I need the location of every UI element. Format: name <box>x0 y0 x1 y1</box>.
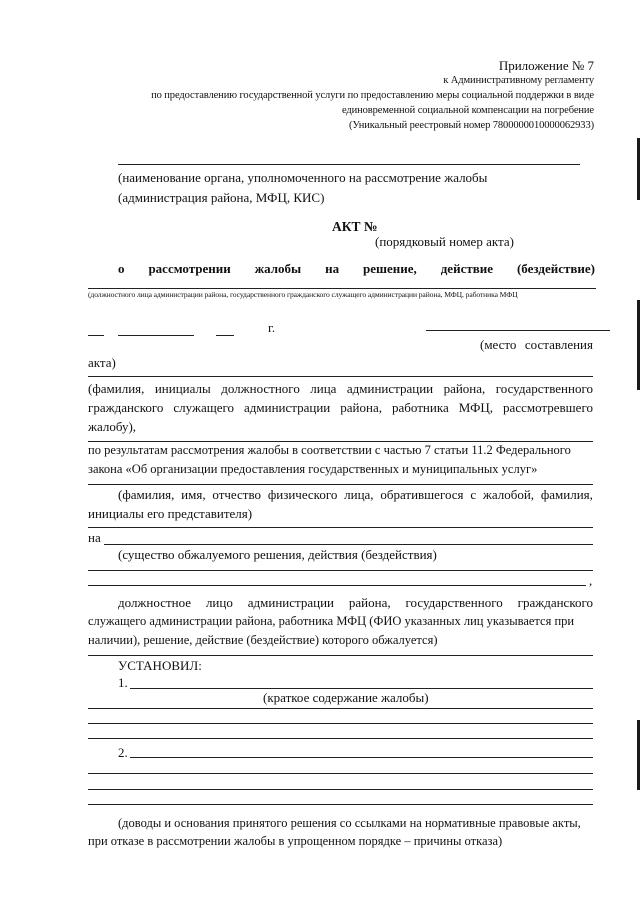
official-fill-line <box>88 655 593 656</box>
hint-word: фамилия, <box>540 487 593 502</box>
text-word: администрации <box>247 595 334 610</box>
subject-word: (бездействие) <box>516 261 595 276</box>
examiner-hint-2 <box>88 400 593 416</box>
hint-word: администрации <box>346 381 434 396</box>
hint-word: физического <box>267 487 338 502</box>
hint-word: лица <box>310 381 337 396</box>
day-fill-line <box>88 335 104 336</box>
year-fill-line <box>216 335 234 336</box>
item-2-line-3 <box>88 789 593 790</box>
appeal-fill-line-1 <box>88 527 593 528</box>
hint-word: имя, <box>181 487 206 502</box>
subject-word: на <box>325 261 340 276</box>
header-service-line: по предоставлению государственной услуги по предоставлению меры социальной поддержки в виде <box>151 90 594 101</box>
hint-word: (фамилия, <box>88 381 145 396</box>
act-subject <box>118 261 595 277</box>
official-text-2: служащего администрации района, работника МФЦ (ФИО указанных лиц указывается при <box>88 614 575 628</box>
hint-word: инициалы <box>154 381 211 396</box>
examiner-fill-line <box>88 376 593 377</box>
text-word: должностное <box>118 595 192 610</box>
hint-word: (фамилия, <box>118 487 175 502</box>
item-1-line-3 <box>88 723 593 724</box>
subject-word: о <box>118 261 125 276</box>
place-hint-word: (место <box>480 337 517 352</box>
hint-word: жалобой, <box>482 487 535 502</box>
hint-word: МФЦ, <box>458 400 494 415</box>
appeal-comma: , <box>589 573 593 588</box>
place-hint <box>480 337 593 353</box>
subject-word: рассмотрении <box>148 261 231 276</box>
month-fill-line <box>118 335 194 336</box>
hint-word: отчество <box>212 487 262 502</box>
hint-word: администрации <box>244 400 331 415</box>
place-hint-tail: акта) <box>88 355 116 370</box>
header-registry-number: (Уникальный реестровый номер 7800000010000062933) <box>348 120 594 131</box>
basis-fill-line <box>88 441 593 442</box>
hint-word: района, <box>340 400 382 415</box>
appeal-prefix: на <box>88 530 101 545</box>
appeal-fill-line-2 <box>104 544 593 545</box>
hint-word: гражданского <box>88 400 164 415</box>
item-2-number: 2. <box>118 745 128 760</box>
examiner-hint-3: жалобу), <box>88 419 137 434</box>
hint-word: работника <box>392 400 449 415</box>
basis-text-1: по результатам рассмотрения жалобы в соответствии с частью 7 статьи 11.2 Федерального <box>88 443 571 457</box>
item-1-fill-line <box>130 688 593 689</box>
item-2-line-4 <box>88 804 593 805</box>
item-2-fill-line <box>130 757 593 758</box>
header-compensation-line: единовременной социальной компенсации на погребение <box>341 105 594 116</box>
text-word: государственного <box>405 595 503 610</box>
header-regulation-line: к Административному регламенту <box>443 75 594 86</box>
city-abbr: г. <box>268 320 276 335</box>
act-number-hint: (порядковый номер акта) <box>375 234 514 249</box>
hint-word: рассмотревшего <box>503 400 593 415</box>
item-1-line-4 <box>88 738 593 739</box>
place-fill-line <box>426 330 610 331</box>
applicant-fill-line <box>88 484 593 485</box>
reasons-hint-1: (доводы и основания принятого решения со ссылками на нормативные правовые акты, <box>118 816 581 830</box>
appeal-hint: (существо обжалуемого решения, действия (бездействия) <box>118 547 437 562</box>
hint-word: с <box>470 487 477 502</box>
hint-word: района, <box>443 381 486 396</box>
place-hint-word: составления <box>524 337 593 352</box>
official-hint: (должностного лица администрации района, государственного гражданского служащего администрации района, МФЦ, работника МФЦ <box>88 290 518 299</box>
item-1-hint: (краткое содержание жалобы) <box>263 690 429 705</box>
text-word: лицо <box>205 595 233 610</box>
appeal-fill-line-3 <box>88 570 593 571</box>
examiner-hint-1 <box>88 381 593 397</box>
subject-word: действие <box>440 261 494 276</box>
applicant-hint-1 <box>118 487 593 503</box>
reasons-hint-2: при отказе в рассмотрении жалобы в упрощенном порядке – причины отказа) <box>88 834 503 848</box>
established-heading: УСТАНОВИЛ: <box>118 658 202 673</box>
official-fill-line <box>88 288 596 289</box>
text-word: района, <box>348 595 391 610</box>
hint-word: должностного <box>221 381 300 396</box>
item-1-line-2 <box>88 708 593 709</box>
official-text-1 <box>118 595 593 611</box>
basis-text-2: закона «Об организации предоставления государственных и муниципальных услуг» <box>88 462 538 476</box>
act-title: АКТ № <box>332 219 378 234</box>
item-2-line-2 <box>88 773 593 774</box>
appendix-number: Приложение № 7 <box>498 58 594 73</box>
organ-fill-line <box>118 164 580 165</box>
text-word: гражданского <box>517 595 593 610</box>
hint-word: государственного <box>495 381 593 396</box>
subject-word: жалобы <box>254 261 302 276</box>
appeal-fill-line-4 <box>88 585 586 586</box>
hint-word: служащего <box>173 400 235 415</box>
item-1-number: 1. <box>118 675 128 690</box>
official-text-3: наличии), решение, действие (бездействие) которого обжалуется) <box>88 633 438 647</box>
hint-word: обратившегося <box>380 487 464 502</box>
organ-hint-2: (администрация района, МФЦ, КИС) <box>118 190 325 205</box>
hint-word: лица, <box>344 487 374 502</box>
organ-hint-1: (наименование органа, уполномоченного на рассмотрение жалобы <box>118 170 488 185</box>
subject-word: решение, <box>363 261 417 276</box>
applicant-hint-2: инициалы его представителя) <box>88 506 253 521</box>
